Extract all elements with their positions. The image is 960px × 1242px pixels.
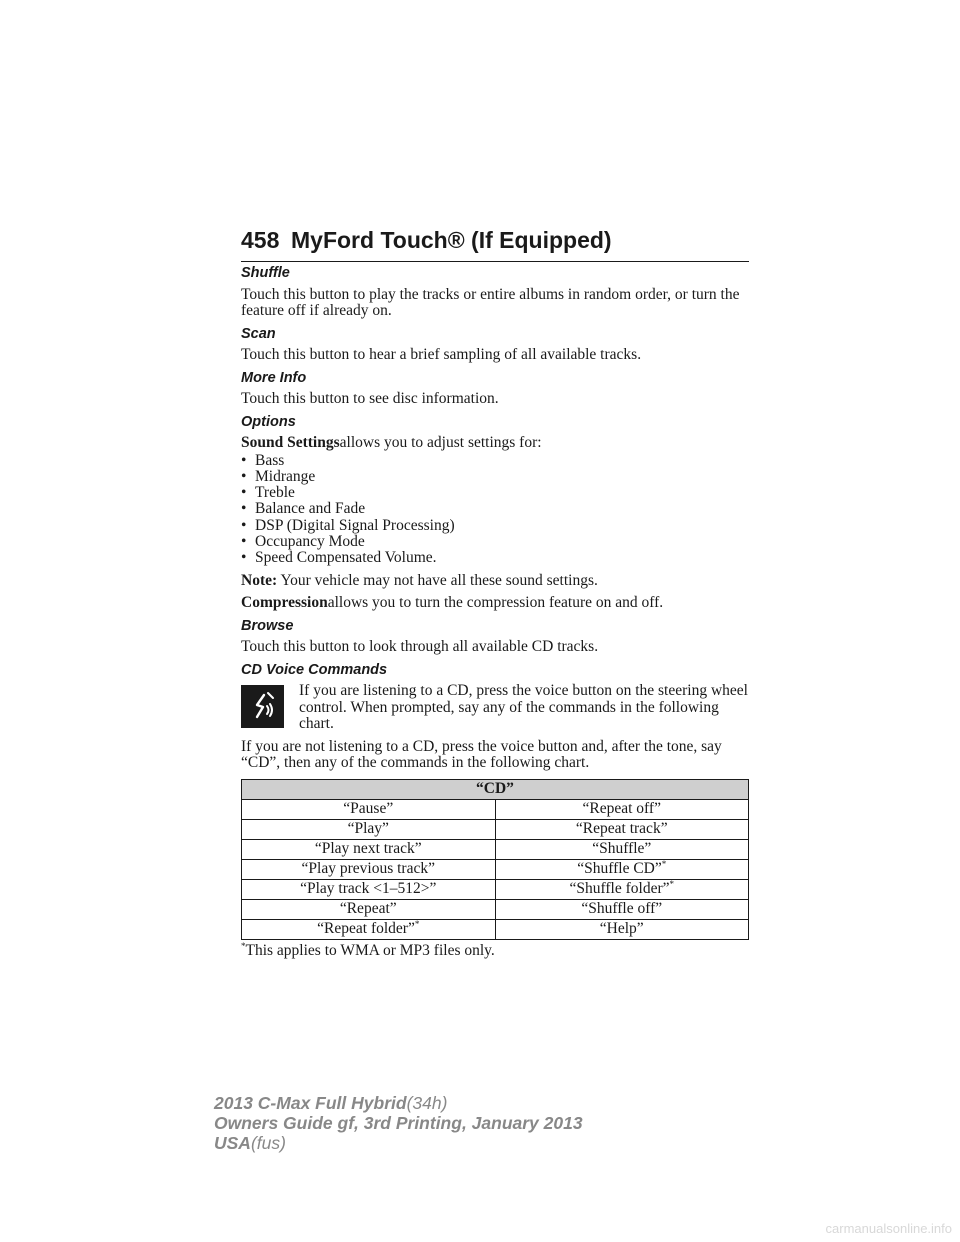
table-cell: “Shuffle CD”* (495, 859, 749, 879)
page-number: 458 (241, 227, 280, 253)
compression-line (241, 595, 749, 612)
table-row (242, 839, 749, 859)
scan-heading: Scan (241, 325, 276, 342)
table-row (242, 919, 749, 939)
note-text: Your vehicle may not have all these sound settings. (280, 571, 598, 589)
table-row (242, 799, 749, 819)
table-cell: “Play” (242, 819, 496, 839)
table-cell: “Repeat off” (495, 799, 749, 819)
more-info-heading: More Info (241, 369, 307, 386)
list-item: • Occupancy Mode (241, 532, 365, 550)
table-footnote: *This applies to WMA or MP3 files only. (241, 940, 495, 959)
options-heading: Options (241, 413, 296, 430)
shuffle-text: Touch this button to play the tracks or entire albums in random order, or turn the feature off if already on. (241, 285, 740, 319)
voice-text-2: If you are not listening to a CD, press the voice button and, after the tone, say “CD”, then any of the commands in the following chart. (241, 737, 722, 772)
table-cell: “Play previous track” (242, 859, 496, 879)
voice-heading: CD Voice Commands (241, 661, 388, 678)
browse-heading: Browse (241, 617, 294, 634)
table-cell: “Play next track” (242, 839, 496, 859)
voice-text-1: If you are listening to a CD, press the voice button on the steering wheel control. When prompted, say any of the commands in the following chart. (299, 682, 748, 733)
page-footer (214, 1093, 583, 1153)
sound-settings-line (241, 435, 749, 452)
sound-settings-label: Sound Settings (241, 434, 340, 451)
note-label: Note: (241, 571, 278, 589)
list-item: • Treble (241, 484, 295, 502)
browse-text: Touch this button to look through all available CD tracks. (241, 638, 599, 656)
table-cell: “Help” (495, 919, 749, 939)
footer-region-line: USA(fus) (214, 1133, 286, 1153)
table-row (242, 899, 749, 919)
sound-settings-list (241, 453, 749, 567)
more-info-text: Touch this button to see disc information. (241, 390, 499, 407)
page-body (241, 265, 749, 965)
sound-settings-text: allows you to adjust settings for: (339, 434, 542, 451)
list-item: • Speed Compensated Volume. (241, 549, 437, 567)
note-line (241, 573, 749, 590)
list-item: • Midrange (241, 467, 316, 485)
watermark: carmanualsonline.info (825, 1221, 952, 1236)
list-item: • Balance and Fade (241, 500, 366, 518)
voice-intro (241, 683, 749, 733)
table-header: “CD” (242, 779, 749, 799)
table-cell: “Pause” (242, 799, 496, 819)
voice-button-icon (241, 685, 284, 728)
table-cell: “Play track <1–512>” (242, 879, 496, 899)
table-cell: “Repeat track” (495, 819, 749, 839)
scan-text: Touch this button to hear a brief sampling of all available tracks. (241, 346, 642, 363)
table-row (242, 819, 749, 839)
footer-model-line: 2013 C-Max Full Hybrid(34h) (214, 1093, 448, 1113)
chapter-title: MyFord Touch® (If Equipped) (291, 227, 612, 253)
table-cell: “Shuffle off” (495, 899, 749, 919)
table-cell: “Repeat” (242, 899, 496, 919)
compression-label: Compression (241, 594, 328, 612)
page-header (241, 225, 749, 262)
list-item: • DSP (Digital Signal Processing) (241, 516, 455, 534)
table-cell: “Repeat folder”* (242, 919, 496, 939)
table-row (242, 879, 749, 899)
table-cell: “Shuffle” (495, 839, 749, 859)
list-item: • Bass (241, 451, 285, 469)
footer-guide-line: Owners Guide gf, 3rd Printing, January 2013 (214, 1113, 583, 1133)
cd-commands-table (241, 779, 749, 940)
compression-text: allows you to turn the compression feature on and off. (327, 594, 664, 612)
table-row (242, 859, 749, 879)
shuffle-heading: Shuffle (241, 265, 290, 281)
table-cell: “Shuffle folder”* (495, 879, 749, 899)
